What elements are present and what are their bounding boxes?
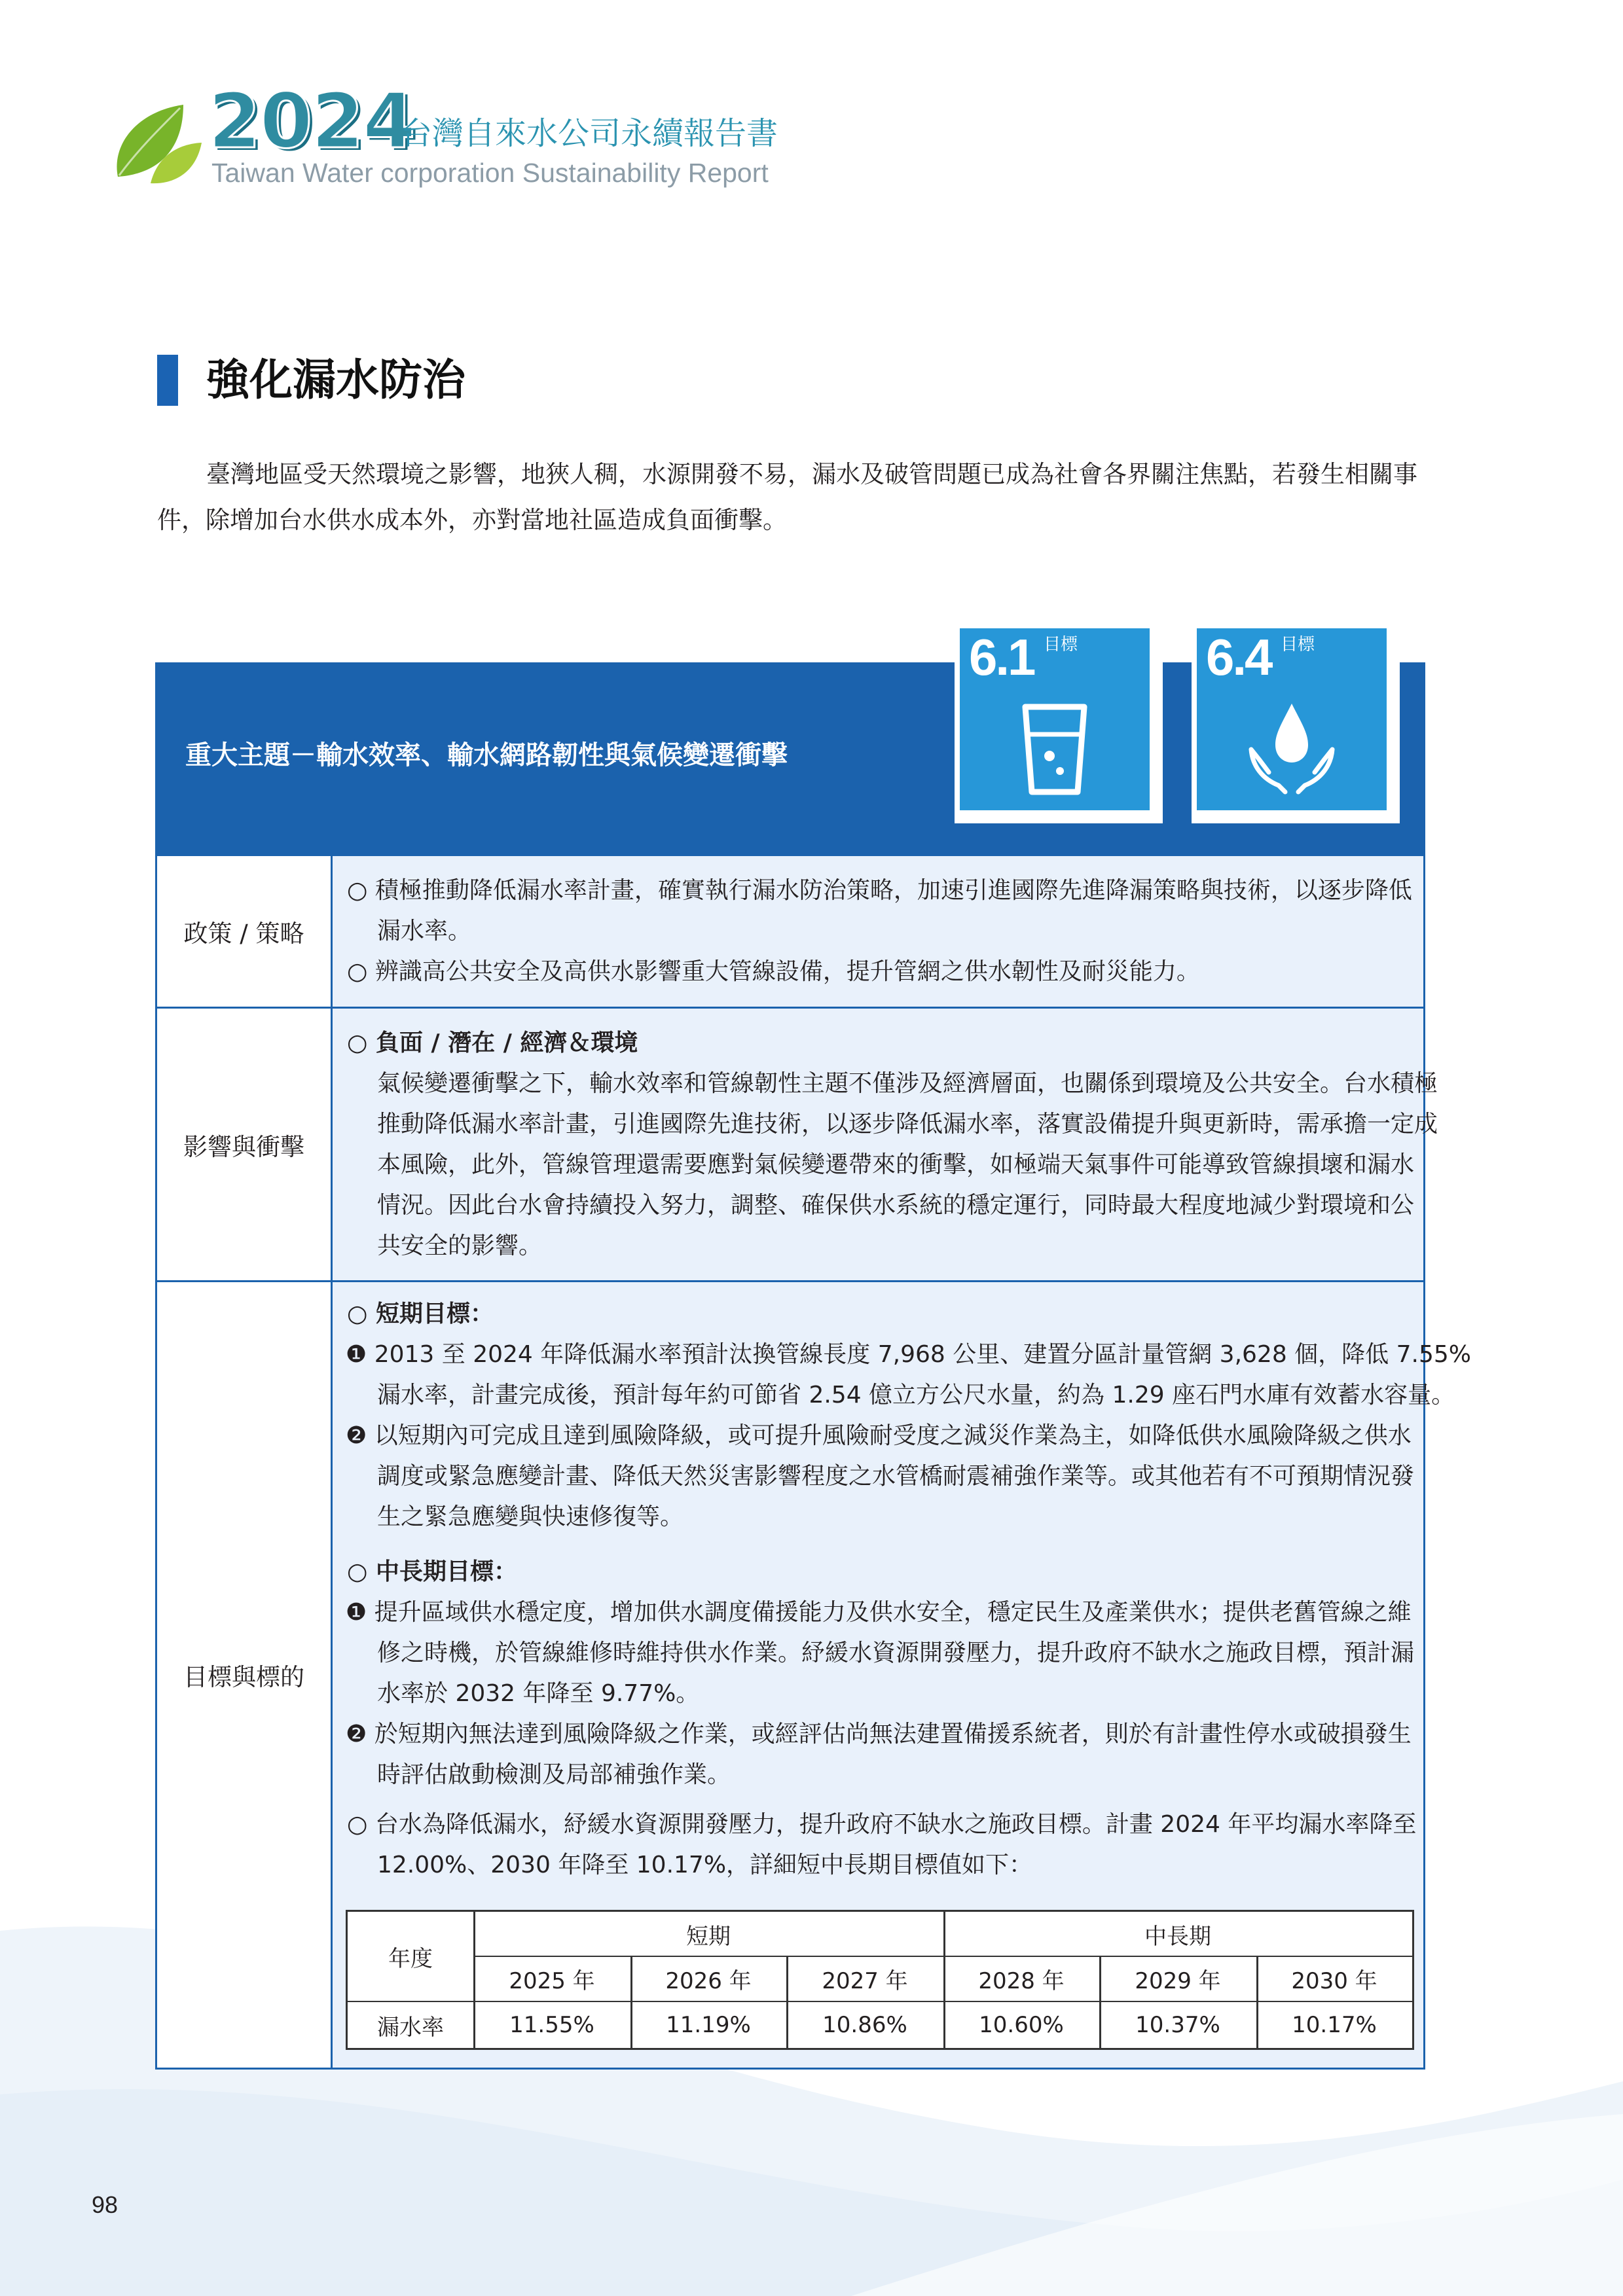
topic-title: 重大主題－輸水效率、輸水網路韌性與氣候變遷衝擊 <box>185 740 788 770</box>
leaf-logo-icon <box>111 98 203 190</box>
summary-line: 12.00%、2030 年降至 10.17%，詳細短中長期目標值如下： <box>377 1852 1033 1878</box>
rate-cell: 11.19% <box>666 2012 751 2038</box>
short-term-line: 生之緊急應變與快速修復等。 <box>377 1503 684 1530</box>
leak-rate-label: 漏水率 <box>377 2014 444 2041</box>
long-term-line: 時評估啟動檢測及局部補強作業。 <box>377 1761 731 1788</box>
water-drop-hands-icon <box>1246 694 1338 798</box>
short-term-line: ❶ 2013 至 2024 年降低漏水率預計汰換管線長度 7,968 公里、建置分區計量管網 3,628 個，降低 7.55% <box>346 1341 1471 1368</box>
year-cell: 2025 年 <box>509 1967 595 1994</box>
table-line <box>348 2001 1412 2002</box>
topic-table <box>155 856 1471 2070</box>
year-cell: 2029 年 <box>1135 1967 1221 1994</box>
page-number: 98 <box>92 2191 119 2218</box>
long-term-line: ❷ 於短期內無法達到風險降級之作業，或經評估尚無法建置備援系統者，則於有計畫性停水或破損發生 <box>346 1721 1412 1748</box>
policy-line: ○ 辨識高公共安全及高供水影響重大管線設備，提升管網之供水韌性及耐災能力。 <box>347 958 1200 985</box>
long-term-line: 修之時機，於管線維修時維持供水作業。紓緩水資源開發壓力，提升政府不缺水之施政目標，預計漏 <box>377 1640 1415 1666</box>
policy-line: ○ 積極推動降低漏水率計畫，確實執行漏水防治策略，加速引進國際先進降漏策略與技術，以逐步降低 <box>347 877 1412 904</box>
year-cell: 2030 年 <box>1291 1967 1377 1994</box>
impact-content <box>331 1009 1438 1280</box>
impact-line: 氣候變遷衝擊之下，輸水效率和管線韌性主題不僅涉及經濟層面，也關係到環境及公共安全。台水積極 <box>377 1070 1438 1097</box>
year-cell: 2026 年 <box>665 1967 752 1994</box>
report-title-zh: 台灣自來水公司永續報告書 <box>401 115 778 152</box>
short-term-heading: ○ 短期目標： <box>347 1300 494 1327</box>
rate-cell: 10.60% <box>979 2012 1064 2038</box>
sdg-number: 6.1 <box>969 628 1034 686</box>
intro-paragraph: 臺灣地區受天然環境之影響，地狹人稠，水源開發不易，漏水及破管問題已成為社會各界關注焦點，若發生相關事件，除增加台水供水成本外，亦對當地社區造成負面衝擊。 <box>157 460 1417 534</box>
sdg-tag: 目標 <box>1281 635 1315 655</box>
section-title: 強化漏水防治 <box>206 355 465 405</box>
long-term-line: 水率於 2032 年降至 9.77%。 <box>377 1680 700 1707</box>
table-line <box>1256 1956 1258 2048</box>
impact-line: 共安全的影響。 <box>377 1232 543 1259</box>
table-line <box>786 1956 788 2048</box>
impact-line: 情況。因此台水會持續投入努力，調整、確保供水系統的穩定運行，同時最大程度地減少對環境和公 <box>377 1192 1415 1219</box>
rate-cell: 10.37% <box>1135 2012 1220 2038</box>
sdg-tag: 目標 <box>1044 635 1078 655</box>
year-header: 年度 <box>388 1945 433 1972</box>
impact-heading: ○ 負面 / 潛在 / 經濟＆環境 <box>347 1030 638 1056</box>
impact-line: 本風險，此外，管線管理還需要應對氣候變遷帶來的衝擊，如極端天氣事件可能導致管線損壞和漏水 <box>377 1151 1415 1178</box>
policy-line: 漏水率。 <box>377 918 472 944</box>
policy-label: 政策 / 策略 <box>157 856 331 1007</box>
year-cell: 2028 年 <box>978 1967 1065 1994</box>
rate-cell: 10.86% <box>822 2012 907 2038</box>
water-glass-icon <box>1009 694 1101 798</box>
long-term-heading: ○ 中長期目標： <box>347 1558 517 1585</box>
leak-rate-target-table <box>346 1910 1414 2050</box>
sdg-tile-6-4 <box>1192 620 1400 823</box>
long-term-line: ❶ 提升區域供水穩定度，增加供水調度備援能力及供水安全，穩定民生及產業供水；提供老舊管線之維 <box>346 1599 1412 1626</box>
table-line <box>473 1912 475 2048</box>
summary-line: ○ 台水為降低漏水，紓緩水資源開發壓力，提升政府不缺水之施政目標。計畫 2024 年平均漏水率降至 <box>347 1811 1417 1838</box>
year-cell: 2027 年 <box>822 1967 908 1994</box>
section-title-marker <box>157 355 178 406</box>
long-term-header: 中長期 <box>1144 1923 1211 1950</box>
sdg-number: 6.4 <box>1206 628 1271 686</box>
impact-line: 推動降低漏水率計畫，引進國際先進技術，以逐步降低漏水率，落實設備提升與更新時，需承擔一定成 <box>377 1111 1438 1138</box>
table-line <box>943 1912 945 2048</box>
short-term-line: ❷ 以短期內可完成且達到風險降級，或可提升風險耐受度之減災作業為主，如降低供水風險降級之供水 <box>346 1422 1412 1449</box>
report-title-en: Taiwan Water corporation Sustainability Report <box>211 158 769 188</box>
sdg-tile-6-1 <box>955 620 1163 823</box>
table-line <box>1099 1956 1101 2048</box>
short-term-line: 漏水率，計畫完成後，預計每年約可節省 2.54 億立方公尺水量，約為 1.29 座石門水庫有效蓄水容量。 <box>377 1382 1455 1408</box>
goals-label: 目標與標的 <box>157 1282 331 2068</box>
impact-label: 影響與衝擊 <box>157 1009 331 1280</box>
short-term-header: 短期 <box>686 1923 731 1950</box>
rate-cell: 11.55% <box>509 2012 594 2038</box>
table-line <box>473 1956 1412 1957</box>
rate-cell: 10.17% <box>1292 2012 1377 2038</box>
short-term-line: 調度或緊急應變計畫、降低天然災害影響程度之水管橋耐震補強作業等。或其他若有不可預期情況發 <box>377 1463 1415 1490</box>
table-line <box>630 1956 632 2048</box>
report-year: 2024 <box>208 77 414 166</box>
policy-content <box>331 856 1423 1007</box>
